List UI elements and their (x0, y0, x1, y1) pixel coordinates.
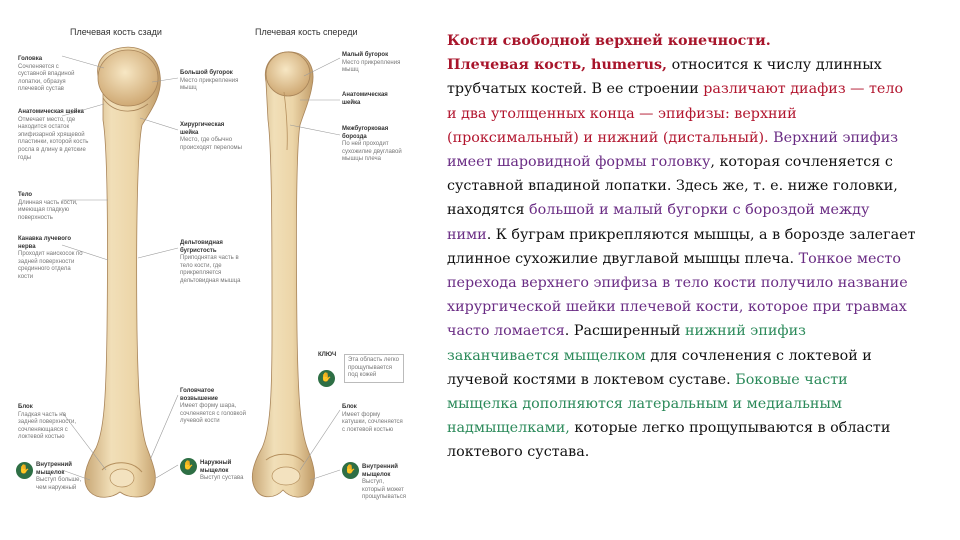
label-medial-epicondyle-back-desc: Выступ больше, чем наружный (36, 477, 82, 491)
humerus-back-view (85, 47, 161, 497)
label-head (18, 56, 78, 94)
key-palpable-icon: ✋ (318, 370, 335, 387)
palpable-icon: ✋ (342, 462, 359, 479)
label-shaft-desc: Длинная часть кости, имеющая гладкую поверхность (18, 199, 78, 221)
label-lesser-tubercle-title: Малый бугорок (342, 52, 389, 58)
label-greater-tubercle-title: Большой бугорок (180, 70, 233, 76)
highlight-surgical-neck: Тонкое место перехода верхнего эпифиза в тело кости получило название хирургической шейки плечевой кости, которое при травмах часто ломается (447, 250, 908, 340)
label-deltoid-tuberosity-desc: Приподнятая часть в тело кости, где прикрепляется дельтовидная мышца (180, 255, 241, 284)
label-anatomical-neck-title: Анатомическая шейка (18, 109, 84, 115)
label-medial-epicondyle-front-desc: Выступ, который может прощупываться (362, 479, 406, 501)
label-anatomical-neck-desc: Отмечает место, где находится остаток эпифизарной хрящевой пластинки, которой кость росла в длину в детские годы (18, 116, 89, 161)
palpable-icon: ✋ (16, 462, 33, 479)
back-view-title: Плечевая кость сзади (70, 27, 162, 37)
label-head-desc: Сочленяется с суставной впадиной лопатки, образуя плечевой сустав (18, 63, 75, 93)
description-text (447, 29, 917, 465)
title-line-1: Кости свободной верхней конечности. (447, 33, 771, 49)
label-greater-tubercle-desc: Место прикрепления мышц (180, 77, 239, 92)
label-surgical-neck (180, 122, 244, 152)
label-radial-groove-title: Канавка лучевого нерва (18, 236, 71, 250)
label-intertubercular-groove (342, 126, 406, 164)
palpable-icon: ✋ (180, 458, 197, 475)
label-intertubercular-groove-title: Межбугорковая борозда (342, 126, 389, 140)
label-deltoid-tuberosity (180, 240, 246, 286)
label-lateral-epicondyle (200, 460, 248, 483)
label-surgical-neck-title: Хирургическая шейка (180, 122, 225, 136)
highlight-diaphysis-epiphyses: различают диафиз — тело и два утолщенных конца — эпифизы: верхний (проксимальный) и нижний (дистальный). (447, 81, 904, 146)
text-segment: для сочленения с локтевой и лучевой костями в локтевом суставе. (447, 347, 872, 388)
label-radial-groove (18, 236, 86, 282)
highlight-tubercles: большой и малый бугорки с бороздой между ними (447, 202, 870, 243)
highlight-condyle: нижний эпифиз заканчивается мыщелком (447, 323, 806, 364)
label-capitulum-title: Головчатое возвышение (180, 388, 218, 402)
key-label: КЛЮЧ (318, 352, 337, 358)
label-anatomical-neck (18, 109, 90, 162)
label-trochlea-back-desc: Гладкая часть на задней поверхности, сочленяющаяся с локтевой костью (18, 411, 76, 441)
key-heading (318, 352, 344, 360)
label-medial-epicondyle-back-title: Внутренний мыщелок (36, 462, 72, 476)
bone-illustration-panel (0, 0, 420, 540)
label-lesser-tubercle (342, 52, 406, 75)
label-anatomical-neck-front (342, 92, 406, 107)
label-radial-groove-desc: Проходит наискосок по задней поверхности срединного отдела кости (18, 251, 83, 280)
label-trochlea-front (342, 404, 406, 434)
text-segment: которые легко прощупываются в области локтевого сустава. (447, 420, 891, 461)
label-anatomical-neck-front-title: Анатомическая шейка (342, 92, 388, 106)
text-segment: относится к числу длинных трубчатых костей. В ее строении (447, 57, 882, 98)
label-greater-tubercle (180, 70, 246, 93)
label-trochlea-front-title: Блок (342, 404, 357, 410)
label-surgical-neck-desc: Место, где обычно происходят переломы (180, 137, 242, 151)
title-line-2: Плечевая кость, humerus, (447, 57, 668, 74)
label-deltoid-tuberosity-title: Дельтовидная бугристость (180, 240, 223, 254)
label-shaft (18, 192, 88, 222)
label-trochlea-front-desc: Имеет форму катушки, сочленяется с локтевой костью (342, 411, 403, 433)
label-lesser-tubercle-desc: Место прикрепления мышц (342, 59, 401, 74)
label-medial-epicondyle-back (36, 462, 84, 492)
label-capitulum-desc: Имеет форму шара, сочленяется с головкой лучевой кости (180, 403, 246, 425)
highlight-upper-epiphysis: Верхний эпифиз имеет шаровидной формы головку (447, 129, 899, 171)
label-medial-epicondyle-front-title: Внутренний мыщелок (362, 464, 398, 478)
humerus-front-view (252, 52, 314, 497)
front-view-title: Плечевая кость спереди (255, 27, 358, 37)
key-box (344, 354, 404, 383)
label-trochlea-back-title: Блок (18, 404, 33, 410)
label-shaft-title: Тело (18, 192, 33, 198)
text-segment: . К буграм прикрепляются мышцы, а в борозде залегает длинное сухожилие двуглавой мышцы плеча. (447, 226, 916, 267)
key-text: Эта область легко прощупывается под кожей (348, 357, 399, 379)
highlight-epicondyles: Боковые части мыщелка дополняются латеральным и медиальным надмыщелками, (447, 371, 848, 437)
label-head-title: Головка (18, 56, 43, 62)
label-intertubercular-groove-desc: По ней проходит сухожилие двуглавой мышцы плеча (342, 141, 402, 163)
label-lateral-epicondyle-title: Наружный мыщелок (200, 460, 232, 474)
label-medial-epicondyle-front (362, 464, 408, 502)
label-trochlea-back (18, 404, 86, 442)
label-capitulum (180, 388, 248, 426)
label-lateral-epicondyle-desc: Выступ сустава (200, 475, 244, 482)
text-segment: , которая сочленяется с суставной впадиной лопатки. Здесь же, т. е. ниже головки, находятся (447, 154, 898, 219)
text-segment: . Расширенный (564, 323, 685, 340)
